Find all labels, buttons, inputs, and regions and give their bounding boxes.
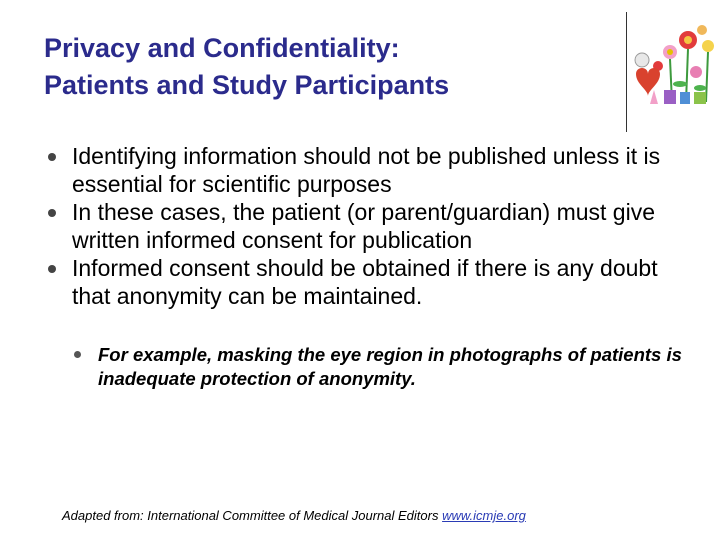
sub-bullet-dot-icon [74,351,81,358]
source-text: Adapted from: International Committee of Medical Journal Editors [62,508,443,523]
bullet-text: Informed consent should be obtained if there is any doubt that anonymity can be maintained. [72,255,658,309]
bullet-dot-icon [48,153,56,161]
bullet-text: Identifying information should not be published unless it is essential for scientific purposes [72,143,661,197]
bullet-text: In these cases, the patient (or parent/guardian) must give written informed consent for publication [72,199,655,253]
slide-title [44,30,614,104]
bullet-item [44,142,694,198]
source-link[interactable]: www.icmje.org [442,508,526,523]
bullet-item [44,198,694,254]
bullet-list [44,142,694,310]
sub-bullet-item [72,343,692,391]
sub-bullet-text: For example, masking the eye region in photographs of patients is inadequate protection of anonymity. [98,344,682,389]
bullet-item [44,254,694,310]
bullet-dot-icon [48,265,56,273]
sub-bullet-list [72,343,692,391]
slide-title-line-2: Patients and Study Participants [44,70,450,100]
vertical-divider [626,12,627,132]
flower-garden-clipart-icon [630,12,716,112]
slide-title-line-1: Privacy and Confidentiality: [44,33,400,63]
source-citation [62,508,526,523]
bullet-dot-icon [48,209,56,217]
